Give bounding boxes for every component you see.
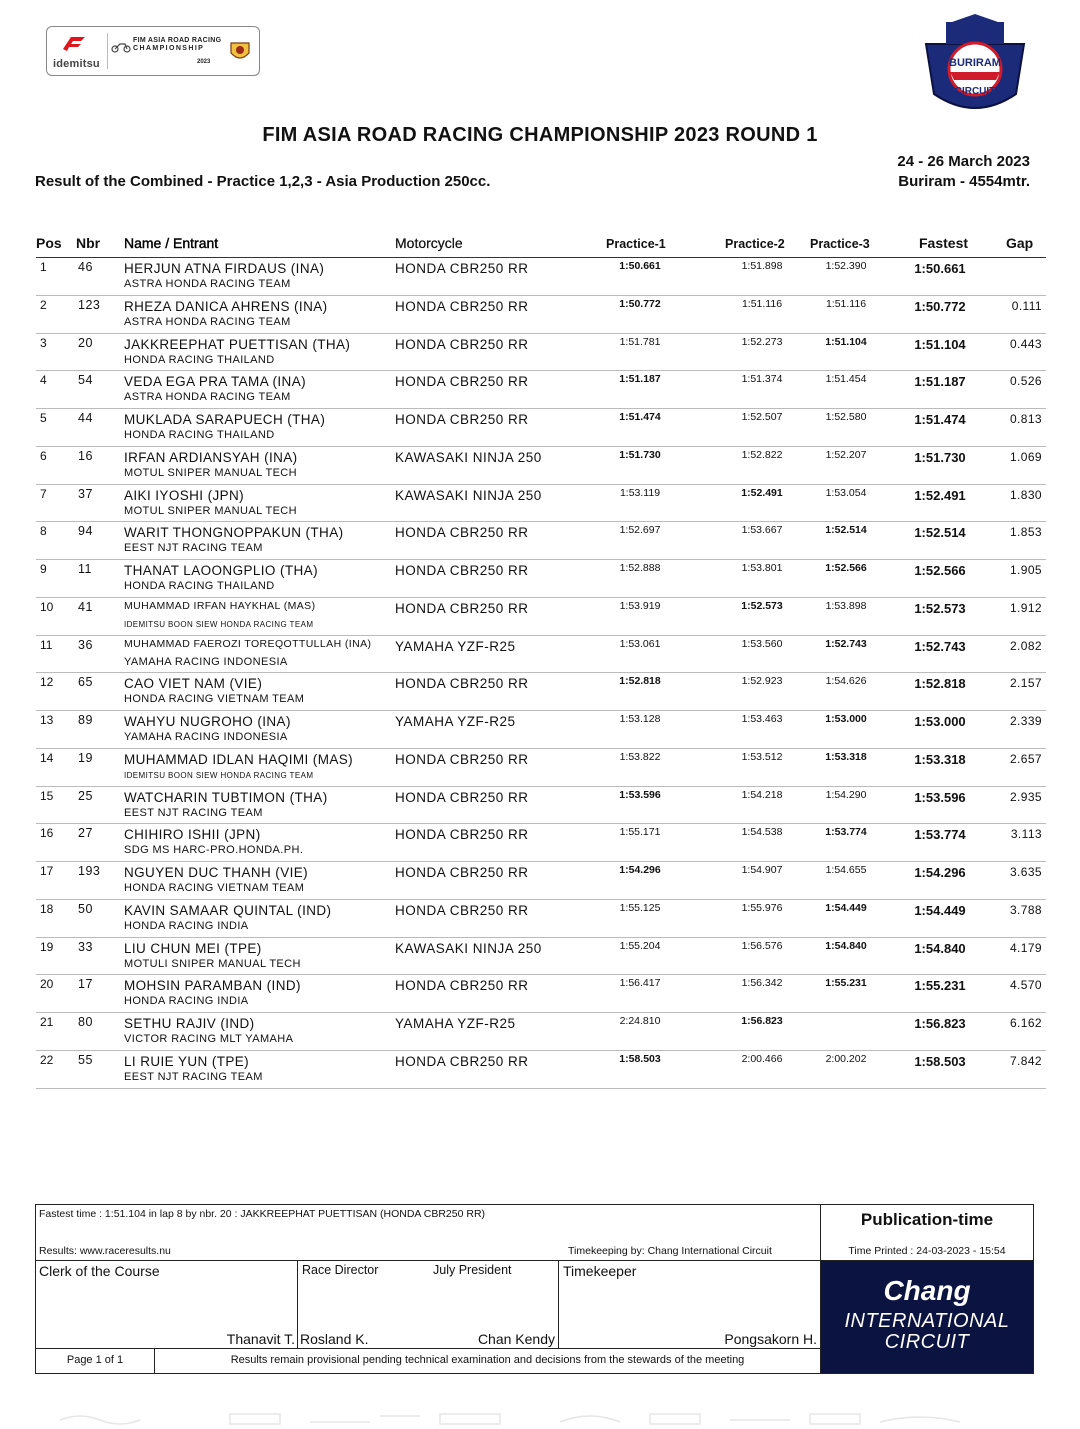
rider-name: AIKI IYOSHI (JPN): [124, 487, 245, 503]
race-director-name: Rosland K.: [300, 1331, 369, 1347]
number-cell: 11: [78, 562, 92, 576]
fastest-time: 1:55.231: [914, 978, 966, 994]
number-cell: 46: [78, 260, 93, 274]
results-footer: [35, 1204, 1034, 1374]
practice-1-time: 1:53.919: [619, 599, 661, 612]
team-name: YAMAHA RACING INDONESIA: [124, 731, 288, 743]
pos-cell: 16: [40, 826, 54, 841]
fastest-time: 1:58.503: [914, 1053, 966, 1069]
motorcycle-cell: YAMAHA YZF-R25: [395, 638, 516, 654]
practice-3-time: 1:54.840: [825, 939, 867, 952]
table-row: [36, 711, 1046, 749]
team-name: HONDA RACING THAILAND: [124, 353, 275, 366]
gap-cell: 3.788: [1009, 902, 1042, 917]
motorcycle-cell: HONDA CBR250 RR: [395, 978, 529, 994]
motorcycle-cell: KAWASAKI NINJA 250: [395, 487, 542, 503]
pos-cell: 4: [40, 373, 47, 388]
practice-2-time: 1:53.801: [741, 562, 783, 574]
practice-3-time: 1:54.449: [825, 901, 867, 914]
fastest-time: 1:53.318: [914, 751, 966, 767]
practice-1-time: 1:53.596: [619, 788, 661, 801]
number-cell: 50: [78, 901, 93, 916]
team-name: ASTRA HONDA RACING TEAM: [124, 391, 291, 404]
practice-1-time: 1:50.772: [619, 297, 661, 310]
practice-1-time: 1:52.888: [619, 562, 661, 574]
practice-2-time: 1:56.342: [741, 977, 783, 990]
practice-1-time: 1:55.125: [619, 901, 661, 914]
table-row: [36, 938, 1046, 976]
svg-text:BURIRAM: BURIRAM: [949, 57, 1001, 69]
team-name: MOTUL SNIPER MANUAL TECH: [124, 466, 297, 479]
motorcycle-cell: KAWASAKI NINJA 250: [395, 449, 542, 465]
table-row: [36, 522, 1046, 560]
pos-cell: 13: [40, 713, 54, 727]
table-row: [36, 560, 1046, 598]
practice-3-time: 1:53.054: [825, 486, 867, 499]
motorcycle-cell: YAMAHA YZF-R25: [395, 714, 516, 729]
practice-2-time: 1:52.491: [741, 486, 783, 499]
number-cell: 41: [78, 599, 93, 614]
table-row: [36, 485, 1046, 523]
timekeeping-note: Timekeeping by: Chang International Circuit: [568, 1245, 772, 1257]
fastest-time: 1:52.491: [914, 487, 966, 503]
number-cell: 17: [78, 977, 93, 992]
number-cell: 94: [78, 524, 93, 539]
practice-2-time: 1:56.823: [741, 1015, 783, 1027]
gap-cell: 1.912: [1009, 600, 1042, 615]
number-cell: 19: [78, 750, 93, 765]
practice-1-time: 1:53.822: [619, 750, 661, 763]
number-cell: 193: [78, 864, 101, 878]
gap-cell: 0.111: [1011, 298, 1042, 313]
practice-1-time: 1:58.503: [619, 1052, 661, 1065]
practice-3-time: 1:53.898: [825, 599, 867, 612]
practice-1-time: 2:24.810: [619, 1015, 661, 1027]
table-row: [36, 447, 1046, 485]
gap-cell: 1.853: [1009, 525, 1042, 540]
rider-name: SETHU RAJIV (IND): [124, 1016, 255, 1031]
practice-2-time: 1:53.560: [741, 637, 783, 650]
clerk-label: Clerk of the Course: [39, 1263, 160, 1279]
practice-1-time: 1:53.119: [619, 486, 661, 499]
practice-3-time: 1:52.580: [825, 411, 867, 423]
practice-1-time: 1:54.296: [619, 864, 661, 876]
rider-name: MOHSIN PARAMBAN (IND): [124, 978, 301, 994]
col-gap: Gap: [1006, 235, 1034, 251]
number-cell: 16: [78, 448, 93, 463]
fastest-time: 1:54.840: [914, 940, 966, 956]
gap-cell: 0.443: [1009, 336, 1042, 351]
logo-divider: [107, 33, 108, 69]
practice-2-time: 1:52.573: [741, 599, 783, 612]
gap-cell: 2.082: [1009, 638, 1042, 653]
motorcycle-cell: HONDA CBR250 RR: [395, 261, 529, 276]
pos-cell: 1: [40, 260, 47, 274]
number-cell: 80: [78, 1015, 93, 1029]
page-number: Page 1 of 1: [66, 1354, 124, 1366]
pos-cell: 20: [40, 977, 54, 992]
col-name: Name / Entrant: [124, 235, 219, 251]
rider-name: THANAT LAOONGPLIO (THA): [124, 563, 318, 578]
number-cell: 37: [78, 486, 93, 501]
motorcycle-cell: HONDA CBR250 RR: [395, 412, 529, 427]
fastest-time: 1:50.772: [914, 298, 966, 314]
practice-2-time: 1:52.923: [741, 675, 783, 688]
number-cell: 36: [78, 637, 93, 652]
buriram-circuit-logo: [916, 14, 1034, 122]
practice-1-time: 1:55.171: [619, 826, 661, 839]
time-printed: Time Printed : 24-03-2023 - 15:54: [848, 1245, 1006, 1257]
motorcycle-cell: KAWASAKI NINJA 250: [395, 940, 542, 956]
col-practice-3: Practice-3: [810, 237, 870, 251]
table-row: [36, 824, 1046, 862]
team-name: MOTULI SNIPER MANUAL TECH: [124, 957, 301, 970]
col-practice-2: Practice-2: [725, 237, 785, 251]
fastest-time: 1:52.818: [914, 676, 966, 692]
practice-3-time: 1:52.207: [825, 448, 867, 461]
team-name: SDG MS HARC-PRO.HONDA.PH.: [124, 844, 304, 857]
rider-name: JAKKREEPHAT PUETTISAN (THA): [124, 336, 351, 352]
team-name: YAMAHA RACING INDONESIA: [124, 655, 288, 668]
clerk-name: Thanavit T.: [226, 1331, 295, 1347]
fastest-time: 1:53.774: [914, 827, 966, 843]
team-name: VICTOR RACING MLT YAMAHA: [124, 1033, 294, 1045]
gap-cell: 2.935: [1009, 789, 1042, 804]
practice-1-time: 1:51.187: [619, 373, 661, 386]
rider-name: WAHYU NUGROHO (INA): [124, 714, 291, 729]
practice-1-time: 1:53.128: [619, 713, 661, 725]
results-url: Results: www.raceresults.nu: [39, 1245, 171, 1257]
practice-3-time: 1:55.231: [825, 977, 867, 990]
practice-2-time: 1:55.976: [741, 901, 783, 914]
rider-name: LI RUIE YUN (TPE): [124, 1053, 250, 1069]
svg-text:CIRCUIT: CIRCUIT: [954, 86, 996, 97]
practice-3-time: 1:53.000: [825, 713, 867, 725]
publication-title: Publication-time: [860, 1210, 994, 1229]
motorcycle-cell: HONDA CBR250 RR: [395, 525, 529, 541]
pos-cell: 22: [40, 1052, 54, 1067]
practice-3-time: 1:51.454: [825, 373, 867, 386]
practice-2-time: 1:52.822: [741, 448, 783, 461]
practice-2-time: 1:54.538: [741, 826, 783, 839]
championship-logo-year: 2023: [197, 59, 211, 65]
fastest-time: 1:52.743: [914, 638, 966, 654]
pos-cell: 9: [40, 562, 47, 576]
rider-name: WATCHARIN TUBTIMON (THA): [124, 789, 328, 805]
number-cell: 65: [78, 675, 93, 690]
rider-name: IRFAN ARDIANSYAH (INA): [124, 449, 298, 465]
number-cell: 20: [78, 335, 93, 350]
table-row: [36, 787, 1046, 825]
fastest-time: 1:54.296: [914, 865, 966, 880]
table-row: [36, 749, 1046, 787]
venue: Buriram - 4554mtr.: [898, 173, 1030, 190]
fastest-time: 1:54.449: [914, 902, 966, 918]
idemitsu-logo-icon: [61, 35, 87, 53]
pos-cell: 21: [40, 1015, 54, 1029]
gap-cell: 2.339: [1009, 714, 1042, 728]
rider-name: HERJUN ATNA FIRDAUS (INA): [124, 261, 325, 276]
motorcycle-cell: HONDA CBR250 RR: [395, 336, 529, 352]
practice-3-time: 1:52.514: [825, 524, 867, 537]
number-cell: 25: [78, 788, 93, 803]
timekeeper-name: Pongsakorn H.: [724, 1331, 817, 1347]
fastest-time: 1:51.187: [914, 374, 966, 390]
practice-2-time: 1:54.907: [741, 864, 783, 876]
timekeeper-label: Timekeeper: [563, 1263, 637, 1279]
practice-1-time: 1:53.061: [619, 637, 661, 650]
chang-logo-line1: Chang: [883, 1275, 971, 1306]
table-row: [36, 1051, 1046, 1089]
practice-3-time: 1:51.104: [825, 335, 867, 348]
motorcycle-cell: HONDA CBR250 RR: [395, 676, 529, 692]
table-row: [36, 334, 1046, 372]
chang-logo-line3: CIRCUIT: [884, 1331, 970, 1353]
table-row: [36, 598, 1046, 636]
gap-cell: 3.635: [1009, 865, 1042, 879]
rider-name: CHIHIRO ISHII (JPN): [124, 827, 261, 843]
fastest-time: 1:52.573: [914, 600, 966, 616]
rider-name: RHEZA DANICA AHRENS (INA): [124, 298, 328, 314]
pos-cell: 3: [40, 335, 47, 350]
motorcycle-cell: HONDA CBR250 RR: [395, 865, 529, 880]
practice-1-time: 1:56.417: [619, 977, 661, 990]
number-cell: 54: [78, 373, 93, 388]
motorcycle-cell: HONDA CBR250 RR: [395, 298, 529, 314]
rider-name: MUKLADA SARAPUECH (THA): [124, 412, 326, 427]
number-cell: 33: [78, 939, 93, 954]
practice-2-time: 1:51.898: [741, 260, 783, 272]
fastest-time-note: Fastest time : 1:51.104 in lap 8 by nbr. 20 : JAKKREEPHAT PUETTISAN (HONDA CBR250 RR): [39, 1208, 486, 1220]
practice-1-time: 1:51.474: [619, 411, 661, 423]
pos-cell: 18: [40, 901, 54, 916]
results-table-body: [36, 257, 1046, 1089]
gap-cell: 2.657: [1009, 751, 1042, 766]
rider-name: NGUYEN DUC THANH (VIE): [124, 865, 309, 880]
sponsor-logo-box: [46, 26, 260, 76]
practice-3-time: 1:54.655: [825, 864, 867, 876]
gap-cell: 3.113: [1010, 827, 1042, 842]
col-motorcycle: Motorcycle: [395, 235, 463, 251]
fastest-time: 1:53.000: [914, 714, 966, 729]
practice-3-time: 1:52.566: [825, 562, 867, 574]
table-row: [36, 409, 1046, 447]
practice-3-time: 1:51.116: [825, 297, 867, 310]
sponsor-name: idemitsu: [53, 58, 100, 70]
pos-cell: 14: [40, 750, 54, 765]
motorcycle-icon: [111, 39, 131, 53]
team-name: HONDA RACING VIETNAM TEAM: [124, 693, 305, 706]
practice-2-time: 1:51.116: [741, 297, 783, 310]
gap-cell: 4.179: [1009, 940, 1042, 955]
table-row: [36, 296, 1046, 334]
team-name: HONDA RACING THAILAND: [124, 429, 275, 441]
practice-3-time: 1:52.743: [825, 637, 867, 650]
practice-3-time: 1:54.626: [825, 675, 867, 688]
gap-cell: 1.069: [1009, 449, 1042, 464]
motorcycle-cell: HONDA CBR250 RR: [395, 751, 529, 767]
practice-3-time: 1:53.318: [825, 750, 867, 763]
practice-1-time: 1:52.818: [619, 675, 661, 688]
pos-cell: 11: [40, 637, 53, 652]
practice-3-time: 1:54.290: [825, 788, 867, 801]
gap-cell: 4.570: [1009, 978, 1042, 993]
page-title: FIM ASIA ROAD RACING CHAMPIONSHIP 2023 ROUND 1: [262, 124, 818, 146]
table-row: [36, 371, 1046, 409]
practice-2-time: 1:53.463: [741, 713, 783, 725]
practice-2-time: 1:53.667: [741, 524, 783, 537]
jury-president-label: July President: [433, 1263, 512, 1277]
event-dates: 24 - 26 March 2023: [897, 153, 1030, 170]
gap-cell: 6.162: [1009, 1016, 1042, 1030]
number-cell: 123: [78, 297, 101, 312]
table-row: [36, 257, 1046, 296]
pos-cell: 7: [40, 486, 47, 501]
pos-cell: 8: [40, 524, 47, 539]
practice-2-time: 1:52.273: [741, 335, 783, 348]
practice-2-time: 1:51.374: [741, 373, 783, 386]
table-row: [36, 900, 1046, 938]
team-name: HONDA RACING THAILAND: [124, 580, 275, 592]
fastest-time: 1:51.104: [914, 336, 966, 352]
col-pos: Pos: [36, 235, 62, 251]
col-fastest: Fastest: [919, 235, 969, 251]
gap-cell: 0.813: [1009, 412, 1042, 426]
pos-cell: 10: [40, 599, 54, 614]
team-name: EEST NJT RACING TEAM: [124, 1070, 263, 1083]
rider-name: MUHAMMAD IRFAN HAYKHAL (MAS): [124, 599, 316, 612]
practice-2-time: 2:00.466: [741, 1052, 783, 1065]
motorcycle-cell: YAMAHA YZF-R25: [395, 1016, 516, 1031]
fastest-time: 1:51.730: [914, 449, 966, 465]
session-subtitle: Result of the Combined - Practice 1,2,3 - Asia Production 250cc.: [35, 173, 491, 190]
motorcycle-cell: HONDA CBR250 RR: [395, 827, 529, 843]
number-cell: 27: [78, 826, 93, 841]
practice-1-time: 1:51.730: [619, 448, 661, 461]
pos-cell: 19: [40, 939, 54, 954]
col-nbr: Nbr: [76, 235, 101, 251]
table-row: [36, 975, 1046, 1013]
practice-3-time: 1:52.390: [825, 260, 867, 272]
practice-1-time: 1:51.781: [619, 335, 661, 348]
fastest-time: 1:52.566: [914, 563, 966, 578]
team-name: HONDA RACING INDIA: [124, 919, 249, 932]
team-name: ASTRA HONDA RACING TEAM: [124, 278, 291, 290]
practice-3-time: 2:00.202: [825, 1052, 867, 1065]
disclaimer: Results remain provisional pending technical examination and decisions from the stewards of the meeting: [230, 1354, 745, 1366]
table-row: [36, 1013, 1046, 1051]
practice-2-time: 1:52.507: [741, 411, 783, 423]
team-name: EEST NJT RACING TEAM: [124, 806, 263, 819]
practice-1-time: 1:50.661: [619, 260, 661, 272]
chang-logo-line2: INTERNATIONAL: [844, 1310, 1010, 1332]
fastest-time: 1:50.661: [914, 261, 966, 276]
team-name: ASTRA HONDA RACING TEAM: [124, 315, 291, 328]
results-table-header: [36, 235, 1056, 257]
pos-cell: 5: [40, 411, 47, 425]
sponsor-strip-faint: [0, 1410, 1080, 1429]
rider-name: MUHAMMAD FAEROZI TOREQOTTULLAH (INA): [124, 637, 372, 650]
practice-2-time: 1:54.218: [741, 788, 783, 801]
practice-1-time: 1:52.697: [619, 524, 661, 537]
practice-3-time: 1:53.774: [825, 826, 867, 839]
gap-cell: 1.830: [1009, 487, 1042, 502]
championship-badge-icon: [229, 39, 251, 63]
team-name: IDEMITSU BOON SIEW HONDA RACING TEAM: [124, 619, 314, 629]
rider-name: WARIT THONGNOPPAKUN (THA): [124, 525, 344, 541]
practice-2-time: 1:53.512: [741, 750, 783, 763]
number-cell: 89: [78, 713, 93, 727]
pos-cell: 17: [40, 864, 54, 878]
championship-logo-line2: CHAMPIONSHIP: [133, 45, 205, 52]
team-name: MOTUL SNIPER MANUAL TECH: [124, 504, 297, 517]
table-row: [36, 636, 1046, 674]
motorcycle-cell: HONDA CBR250 RR: [395, 374, 529, 390]
gap-cell: 7.842: [1009, 1053, 1042, 1068]
number-cell: 44: [78, 411, 93, 425]
fastest-time: 1:52.514: [914, 525, 966, 541]
motorcycle-cell: HONDA CBR250 RR: [395, 1053, 529, 1069]
pos-cell: 2: [40, 297, 47, 312]
practice-2-time: 1:56.576: [741, 939, 783, 952]
rider-name: MUHAMMAD IDLAN HAQIMI (MAS): [124, 751, 354, 767]
fastest-time: 1:51.474: [914, 412, 966, 427]
team-name: EEST NJT RACING TEAM: [124, 542, 263, 555]
team-name: HONDA RACING INDIA: [124, 995, 249, 1008]
table-row: [36, 673, 1046, 711]
motorcycle-cell: HONDA CBR250 RR: [395, 789, 529, 805]
chang-circuit-logo: [820, 1260, 1034, 1374]
number-cell: 55: [78, 1052, 93, 1067]
fastest-time: 1:56.823: [914, 1016, 966, 1031]
rider-name: VEDA EGA PRA TAMA (INA): [124, 374, 307, 390]
team-name: IDEMITSU BOON SIEW HONDA RACING TEAM: [124, 770, 314, 780]
rider-name: CAO VIET NAM (VIE): [124, 676, 263, 692]
pos-cell: 12: [40, 675, 54, 690]
col-practice-1: Practice-1: [606, 237, 666, 251]
pos-cell: 15: [40, 788, 54, 803]
motorcycle-cell: HONDA CBR250 RR: [395, 600, 529, 616]
gap-cell: 2.157: [1009, 676, 1042, 691]
jury-president-name: Chan Kendy: [477, 1331, 555, 1347]
rider-name: LIU CHUN MEI (TPE): [124, 940, 262, 956]
pos-cell: 6: [40, 448, 47, 463]
gap-cell: 1.905: [1009, 563, 1042, 577]
practice-1-time: 1:55.204: [619, 939, 661, 952]
race-director-label: Race Director: [302, 1263, 379, 1277]
fastest-time: 1:53.596: [914, 789, 966, 805]
table-row: [36, 862, 1046, 900]
rider-name: KAVIN SAMAAR QUINTAL (IND): [124, 902, 332, 918]
team-name: HONDA RACING VIETNAM TEAM: [124, 882, 305, 894]
motorcycle-cell: HONDA CBR250 RR: [395, 563, 529, 578]
motorcycle-cell: HONDA CBR250 RR: [395, 902, 529, 918]
gap-cell: 0.526: [1009, 374, 1042, 389]
championship-logo-line1: FIM ASIA ROAD RACING: [133, 37, 222, 44]
